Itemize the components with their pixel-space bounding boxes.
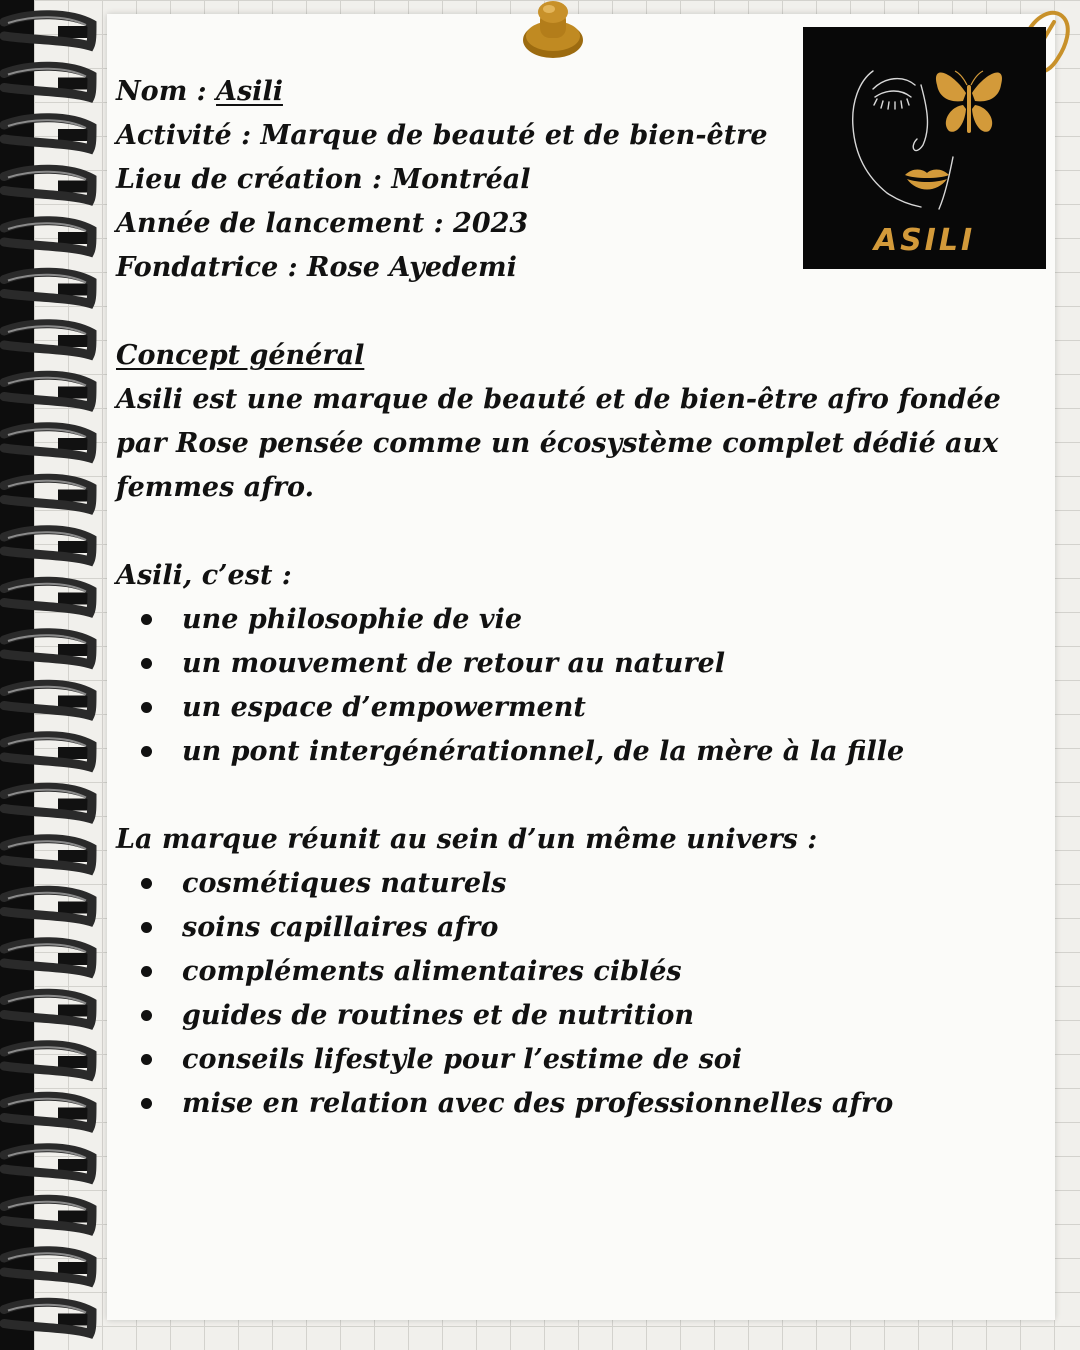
name-label: Nom : — [116, 76, 217, 107]
spiral-ring-icon — [4, 478, 92, 509]
universe-intro: La marque réunit au sein d’un même univers : — [116, 824, 818, 855]
list-item-text: mise en relation avec des professionnelles afro — [182, 1088, 894, 1119]
spiral-ring-icon — [4, 993, 92, 1024]
asili-is-list — [116, 598, 1036, 774]
list-item-text: guides de routines et de nutrition — [182, 1000, 694, 1031]
list-item — [116, 862, 1036, 906]
spiral-ring-icon — [4, 15, 92, 46]
spiral-ring-icon — [4, 1045, 92, 1076]
bullet-icon — [141, 966, 152, 977]
spiral-ring-icon — [4, 1199, 92, 1230]
spiral-ring-icon — [4, 1096, 92, 1127]
spiral-ring-icon — [4, 684, 92, 715]
spiral-binding — [0, 0, 100, 1350]
place-line: Lieu de création : Montréal — [116, 164, 531, 195]
founder-line: Fondatrice : Rose Ayedemi — [116, 252, 517, 283]
bullet-icon — [141, 1098, 152, 1109]
spiral-ring-icon — [4, 633, 92, 664]
spiral-ring-icon — [4, 1251, 92, 1282]
spiral-ring-icon — [4, 890, 92, 921]
list-item-text: conseils lifestyle pour l’estime de soi — [182, 1044, 743, 1075]
bullet-icon — [141, 702, 152, 713]
list-item — [116, 1038, 1036, 1082]
spiral-ring-icon — [4, 839, 92, 870]
list-item — [116, 1082, 1036, 1126]
spiral-ring-icon — [4, 169, 92, 200]
asili-is-intro: Asili, c’est : — [116, 560, 292, 591]
brand-name: Asili — [216, 76, 283, 107]
spiral-ring-icon — [4, 942, 92, 973]
list-item-text: cosmétiques naturels — [182, 868, 507, 899]
bullet-icon — [141, 746, 152, 757]
bullet-icon — [141, 1010, 152, 1021]
spiral-ring-icon — [4, 324, 92, 355]
list-item-text: une philosophie de vie — [182, 604, 523, 635]
bullet-icon — [141, 1054, 152, 1065]
spiral-ring-icon — [4, 427, 92, 458]
name-line — [116, 70, 1036, 114]
logo-brand-text: ASILI — [873, 223, 976, 258]
spiral-ring-icon — [4, 581, 92, 612]
spiral-ring-icon — [4, 1148, 92, 1179]
activity-line: Activité : Marque de beauté et de bien-être — [116, 120, 768, 151]
list-item — [116, 598, 1036, 642]
list-item-text: soins capillaires afro — [182, 912, 499, 943]
bullet-icon — [141, 878, 152, 889]
spiral-ring-icon — [4, 530, 92, 561]
list-item-text: un mouvement de retour au naturel — [182, 648, 725, 679]
list-item — [116, 642, 1036, 686]
list-item-text: un espace d’empowerment — [182, 692, 586, 723]
list-item-text: un pont intergénérationnel, de la mère à la fille — [182, 736, 905, 767]
brand-sheet-content — [116, 70, 1036, 1126]
concept-heading: Concept général — [116, 340, 365, 371]
bullet-icon — [141, 922, 152, 933]
list-item — [116, 994, 1036, 1038]
spiral-ring-icon — [4, 118, 92, 149]
concept-paragraph: Asili est une marque de beauté et de bien-être afro fondée par Rose pensée comme un écosystème complet dédié aux femmes afro. — [116, 384, 1001, 503]
list-item — [116, 906, 1036, 950]
bullet-icon — [141, 658, 152, 669]
universe-list — [116, 862, 1036, 1126]
list-item-text: compléments alimentaires ciblés — [182, 956, 682, 987]
spiral-ring-icon — [4, 787, 92, 818]
spiral-ring-icon — [4, 375, 92, 406]
spiral-ring-icon — [4, 221, 92, 252]
spiral-ring-icon — [4, 736, 92, 767]
spacer — [116, 774, 1036, 818]
spacer — [116, 290, 1036, 334]
spiral-ring-icon — [4, 66, 92, 97]
spiral-ring-icon — [4, 1302, 92, 1333]
bullet-icon — [141, 614, 152, 625]
list-item — [116, 686, 1036, 730]
spiral-ring-icon — [4, 272, 92, 303]
list-item — [116, 950, 1036, 994]
year-line: Année de lancement : 2023 — [116, 208, 529, 239]
list-item — [116, 730, 1036, 774]
spacer — [116, 510, 1036, 554]
